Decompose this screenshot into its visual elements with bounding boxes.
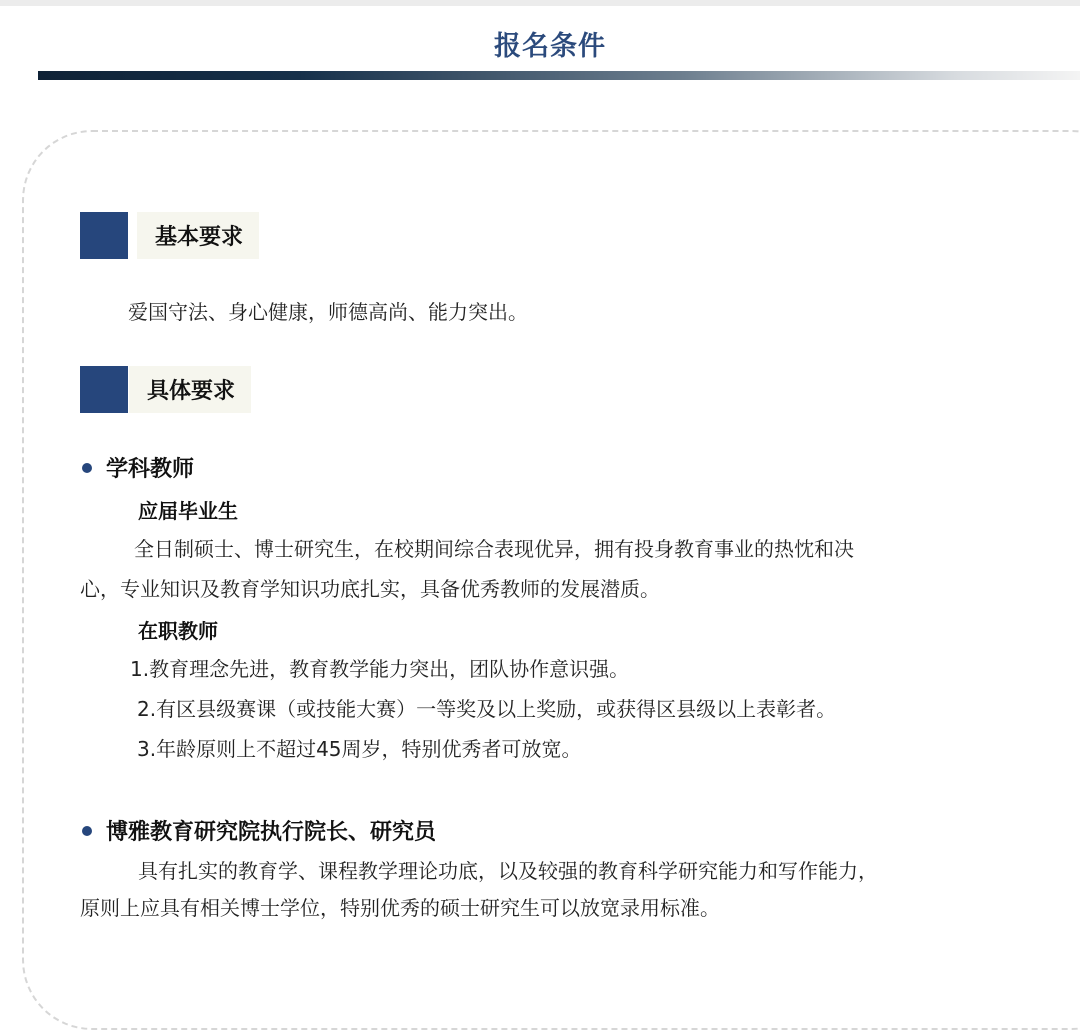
graduates-heading: 应届毕业生 <box>138 499 238 523</box>
inservice-item: 3.年龄原则上不超过45周岁，特别优秀者可放宽。 <box>137 737 582 761</box>
inservice-heading: 在职教师 <box>138 619 218 643</box>
bullet-title: 学科教师 <box>106 457 195 482</box>
research-line-2: 原则上应具有相关博士学位，特别优秀的硕士研究生可以放宽录用标准。 <box>80 896 720 920</box>
section-label-specific: 具体要求 <box>129 366 251 413</box>
inservice-item: 1.教育理念先进，教育教学能力突出，团队协作意识强。 <box>130 657 630 681</box>
top-strip <box>0 0 1080 6</box>
bullet-dot <box>82 826 92 836</box>
basic-requirement-text: 爱国守法、身心健康，师德高尚、能力突出。 <box>128 300 528 324</box>
bullet-subject-teacher <box>82 452 194 483</box>
research-line-1: 具有扎实的教育学、课程教学理论功底，以及较强的教育科学研究能力和写作能力， <box>138 859 878 883</box>
bullet-dot <box>82 463 92 473</box>
section-label-basic: 基本要求 <box>137 212 259 259</box>
bullet-title: 博雅教育研究院执行院长、研究员 <box>106 820 437 845</box>
section-marker <box>80 212 128 259</box>
section-marker <box>80 366 128 413</box>
graduates-line-2: 心，专业知识及教育学知识功底扎实，具备优秀教师的发展潜质。 <box>80 577 660 601</box>
title-rule <box>38 71 1080 80</box>
graduates-line-1: 全日制硕士、博士研究生，在校期间综合表现优异，拥有投身教育事业的热忱和决 <box>134 537 854 561</box>
bullet-research <box>82 815 436 846</box>
page-title: 报名条件 <box>494 31 606 62</box>
inservice-item: 2.有区县级赛课（或技能大赛）一等奖及以上奖励，或获得区县级以上表彰者。 <box>137 697 837 721</box>
